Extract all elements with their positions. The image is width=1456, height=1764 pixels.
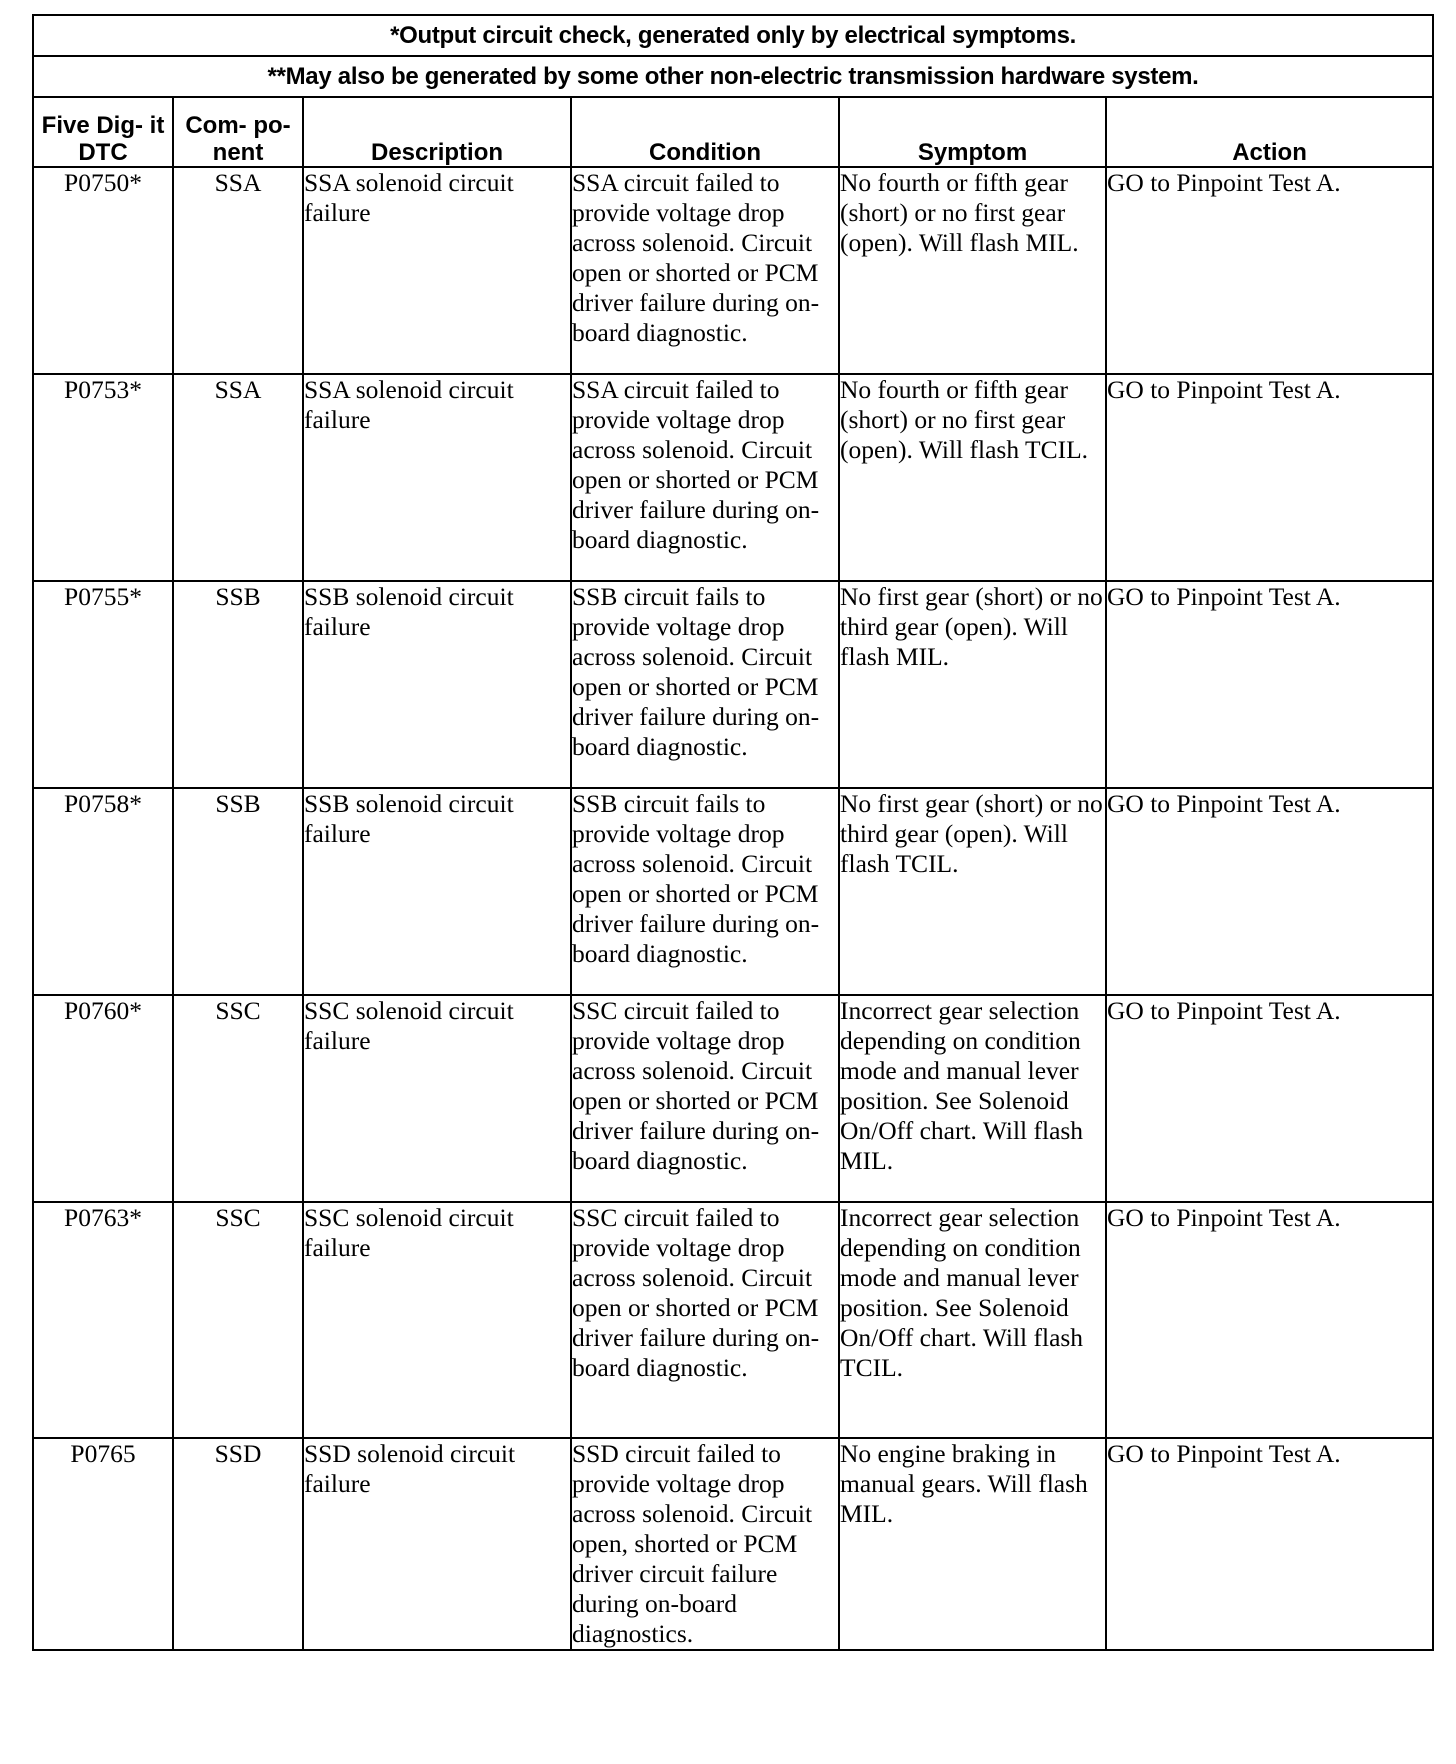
note-row-output-circuit (33, 15, 1433, 56)
header-symptom: Symptom (839, 97, 1106, 167)
note-row-non-electric (33, 56, 1433, 97)
table-row (33, 1438, 1433, 1650)
component: SSB (173, 581, 303, 788)
action: GO to Pinpoint Test A. (1106, 1202, 1433, 1438)
note-non-electric: **May also be generated by some other non-electric transmission hardware system. (33, 56, 1433, 97)
description: SSA solenoid circuit failure (303, 374, 571, 581)
action: GO to Pinpoint Test A. (1106, 1438, 1433, 1650)
condition: SSC circuit failed to provide voltage drop across solenoid. Circuit open or shorted or PCM driver failure during on-board diagnostic. (571, 995, 839, 1202)
table-row (33, 995, 1433, 1202)
condition: SSA circuit failed to provide voltage drop across solenoid. Circuit open or shorted or PCM driver failure during on-board diagnostic. (571, 374, 839, 581)
symptom: No fourth or fifth gear (short) or no first gear (open). Will flash TCIL. (839, 374, 1106, 581)
dtc-code: P0765 (33, 1438, 173, 1650)
description: SSA solenoid circuit failure (303, 167, 571, 374)
dtc-table (32, 14, 1434, 1651)
header-action: Action (1106, 97, 1433, 167)
header-description: Description (303, 97, 571, 167)
table-row (33, 1202, 1433, 1438)
symptom: No engine braking in manual gears. Will flash MIL. (839, 1438, 1106, 1650)
condition: SSB circuit fails to provide voltage drop across solenoid. Circuit open or shorted or PCM driver failure during on-board diagnostic. (571, 788, 839, 995)
description: SSD solenoid circuit failure (303, 1438, 571, 1650)
action: GO to Pinpoint Test A. (1106, 581, 1433, 788)
symptom: Incorrect gear selection depending on condition mode and manual lever position. See Solenoid On/Off chart. Will flash TCIL. (839, 1202, 1106, 1438)
symptom: No first gear (short) or no third gear (open). Will flash MIL. (839, 581, 1106, 788)
component: SSC (173, 1202, 303, 1438)
dtc-code: P0755* (33, 581, 173, 788)
component: SSA (173, 374, 303, 581)
dtc-code: P0758* (33, 788, 173, 995)
table-row (33, 167, 1433, 374)
symptom: No fourth or fifth gear (short) or no first gear (open). Will flash MIL. (839, 167, 1106, 374)
component: SSC (173, 995, 303, 1202)
condition: SSC circuit failed to provide voltage drop across solenoid. Circuit open or shorted or PCM driver failure during on-board diagnostic. (571, 1202, 839, 1438)
header-condition: Condition (571, 97, 839, 167)
description: SSC solenoid circuit failure (303, 995, 571, 1202)
condition: SSA circuit failed to provide voltage drop across solenoid. Circuit open or shorted or PCM driver failure during on-board diagnostic. (571, 167, 839, 374)
symptom: Incorrect gear selection depending on condition mode and manual lever position. See Solenoid On/Off chart. Will flash MIL. (839, 995, 1106, 1202)
dtc-code: P0763* (33, 1202, 173, 1438)
dtc-code: P0750* (33, 167, 173, 374)
table-row (33, 788, 1433, 995)
header-row (33, 97, 1433, 167)
action: GO to Pinpoint Test A. (1106, 167, 1433, 374)
component: SSB (173, 788, 303, 995)
action: GO to Pinpoint Test A. (1106, 788, 1433, 995)
dtc-code: P0760* (33, 995, 173, 1202)
condition: SSB circuit fails to provide voltage drop across solenoid. Circuit open or shorted or PCM driver failure during on-board diagnostic. (571, 581, 839, 788)
header-component: Com- po- nent (173, 97, 303, 167)
header-dtc: Five Dig- it DTC (33, 97, 173, 167)
table-row (33, 374, 1433, 581)
component: SSD (173, 1438, 303, 1650)
component: SSA (173, 167, 303, 374)
description: SSB solenoid circuit failure (303, 788, 571, 995)
description: SSB solenoid circuit failure (303, 581, 571, 788)
action: GO to Pinpoint Test A. (1106, 374, 1433, 581)
description: SSC solenoid circuit failure (303, 1202, 571, 1438)
symptom: No first gear (short) or no third gear (open). Will flash TCIL. (839, 788, 1106, 995)
table-row (33, 581, 1433, 788)
note-output-circuit: *Output circuit check, generated only by electrical symptoms. (33, 15, 1433, 56)
dtc-code: P0753* (33, 374, 173, 581)
action: GO to Pinpoint Test A. (1106, 995, 1433, 1202)
condition: SSD circuit failed to provide voltage drop across solenoid. Circuit open, shorted or PCM driver circuit failure during on-board diagnostics. (571, 1438, 839, 1650)
